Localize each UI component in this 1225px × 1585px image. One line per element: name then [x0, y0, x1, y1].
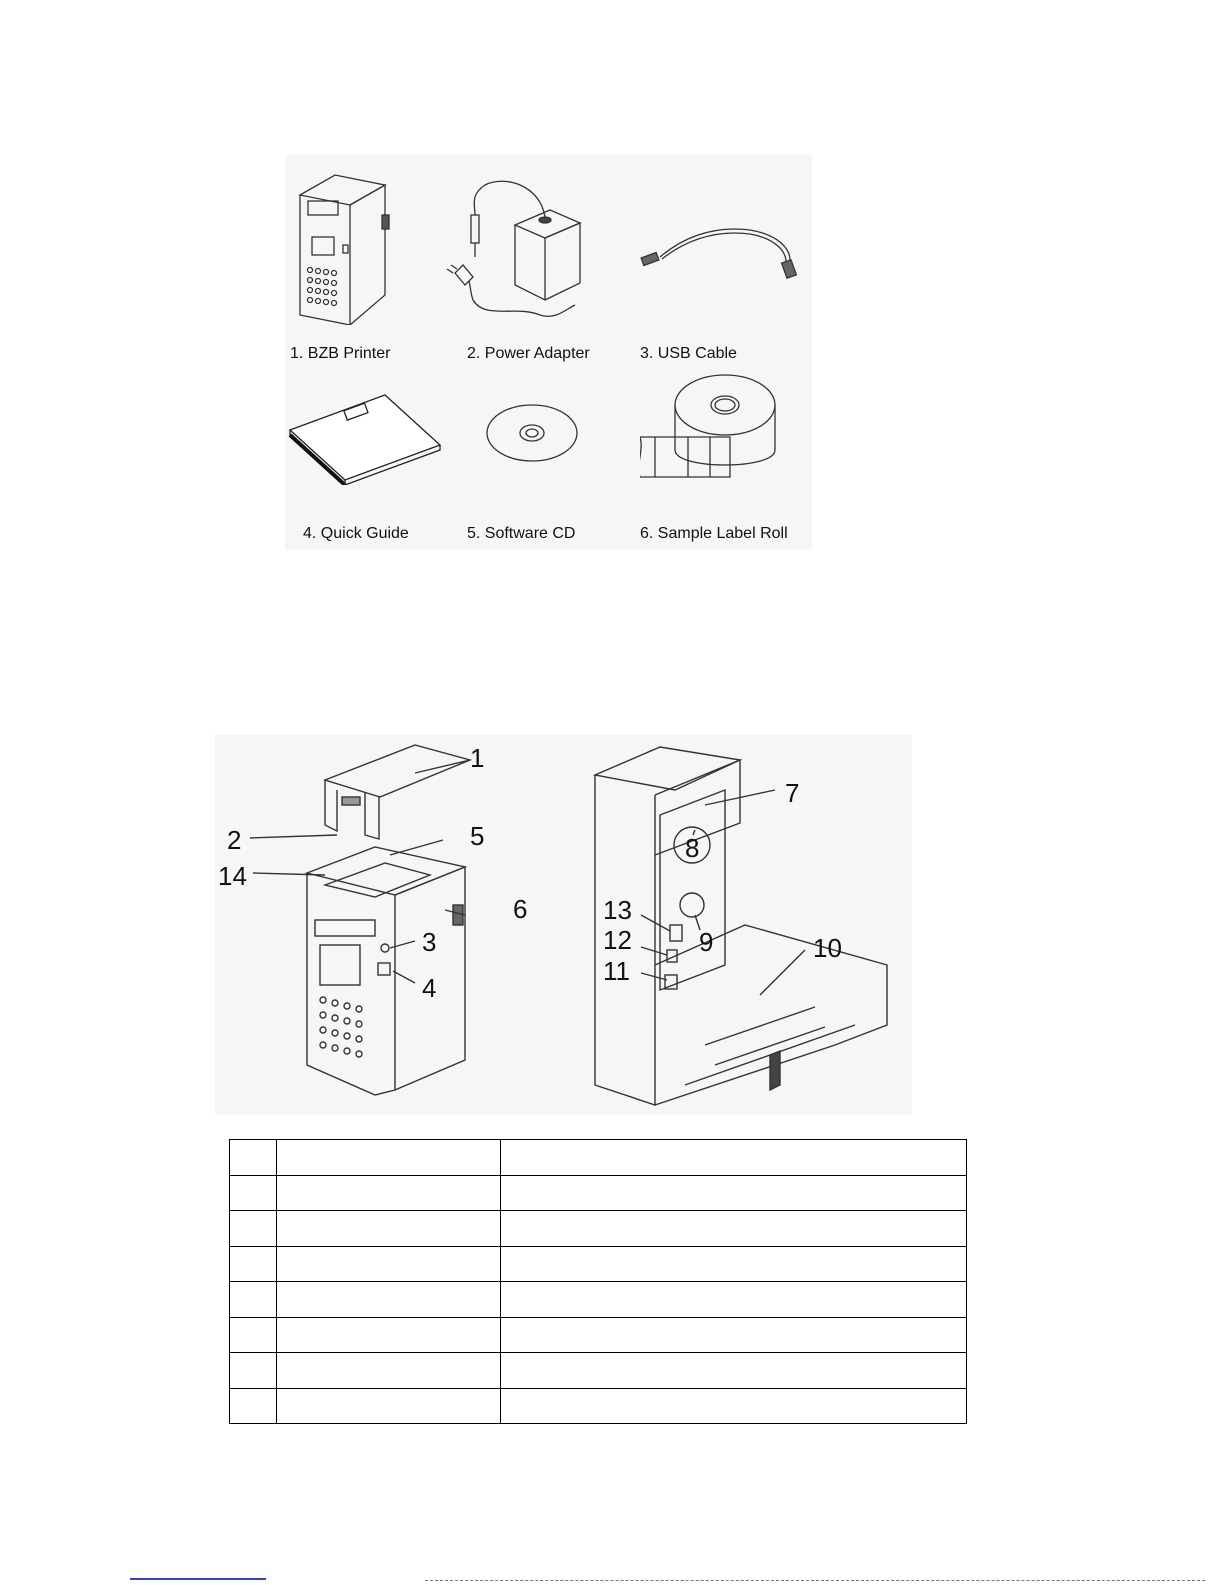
table-row — [230, 1388, 967, 1424]
table-cell — [501, 1140, 967, 1176]
callout-12: 12 — [603, 925, 632, 955]
table-row — [230, 1317, 967, 1353]
table-cell — [277, 1353, 501, 1389]
table-cell — [230, 1140, 277, 1176]
table-row — [230, 1246, 967, 1282]
callout-3: 3 — [422, 927, 437, 957]
footer-link-underline — [130, 1578, 266, 1580]
label-roll-icon — [640, 355, 810, 495]
parts-table — [229, 1139, 967, 1424]
callout-9: 9 — [699, 927, 714, 957]
table-cell — [230, 1175, 277, 1211]
table-cell — [501, 1175, 967, 1211]
table-cell — [501, 1282, 967, 1318]
callout-7: 7 — [785, 778, 800, 808]
quick-guide-icon — [285, 355, 445, 485]
table-cell — [277, 1282, 501, 1318]
contents-caption: 2. Power Adapter — [467, 345, 590, 362]
table-cell — [230, 1388, 277, 1424]
footer-divider — [425, 1580, 1205, 1581]
contents-item-usb-cable — [640, 165, 810, 362]
contents-item-software-cd — [467, 365, 650, 555]
table-row — [230, 1282, 967, 1318]
contents-caption: 1. BZB Printer — [290, 345, 391, 362]
table-cell — [277, 1175, 501, 1211]
callout-4: 4 — [422, 973, 437, 1003]
table-cell — [230, 1211, 277, 1247]
table-cell — [277, 1388, 501, 1424]
callout-2: 2 — [227, 825, 242, 855]
callout-6: 6 — [513, 894, 528, 924]
table-cell — [501, 1353, 967, 1389]
table-cell — [277, 1211, 501, 1247]
contents-caption: 4. Quick Guide — [303, 525, 409, 542]
table-row — [230, 1140, 967, 1176]
software-cd-icon — [480, 365, 590, 475]
contents-caption: 6. Sample Label Roll — [640, 525, 788, 542]
contents-caption: 5. Software CD — [467, 525, 576, 542]
table-cell — [277, 1140, 501, 1176]
contents-caption: 3. USB Cable — [640, 345, 737, 362]
table-cell — [501, 1317, 967, 1353]
table-row — [230, 1175, 967, 1211]
table-row — [230, 1353, 967, 1389]
table-cell — [230, 1353, 277, 1389]
callout-14: 14 — [218, 861, 247, 891]
contents-item-printer — [290, 165, 460, 362]
contents-item-label-roll — [640, 355, 810, 545]
printer-parts-diagram — [215, 735, 912, 1115]
table-cell — [277, 1246, 501, 1282]
printer-icon — [290, 165, 400, 325]
printer-parts-figure — [215, 735, 912, 1115]
table-cell — [501, 1388, 967, 1424]
table-row — [230, 1211, 967, 1247]
callout-10: 10 — [813, 933, 842, 963]
table-cell — [230, 1317, 277, 1353]
table-cell — [277, 1317, 501, 1353]
power-adapter-icon — [445, 165, 585, 330]
contents-item-quick-guide — [285, 355, 455, 545]
callout-8: 8 — [685, 833, 700, 863]
package-contents-figure — [285, 155, 812, 550]
contents-item-power-adapter — [445, 165, 615, 362]
table-cell — [501, 1211, 967, 1247]
table-cell — [230, 1246, 277, 1282]
table-cell — [501, 1246, 967, 1282]
callout-13: 13 — [603, 895, 632, 925]
callout-5: 5 — [470, 821, 485, 851]
table-cell — [230, 1282, 277, 1318]
usb-cable-icon — [640, 165, 805, 330]
callout-1: 1 — [470, 743, 485, 773]
callout-11: 11 — [603, 956, 630, 986]
